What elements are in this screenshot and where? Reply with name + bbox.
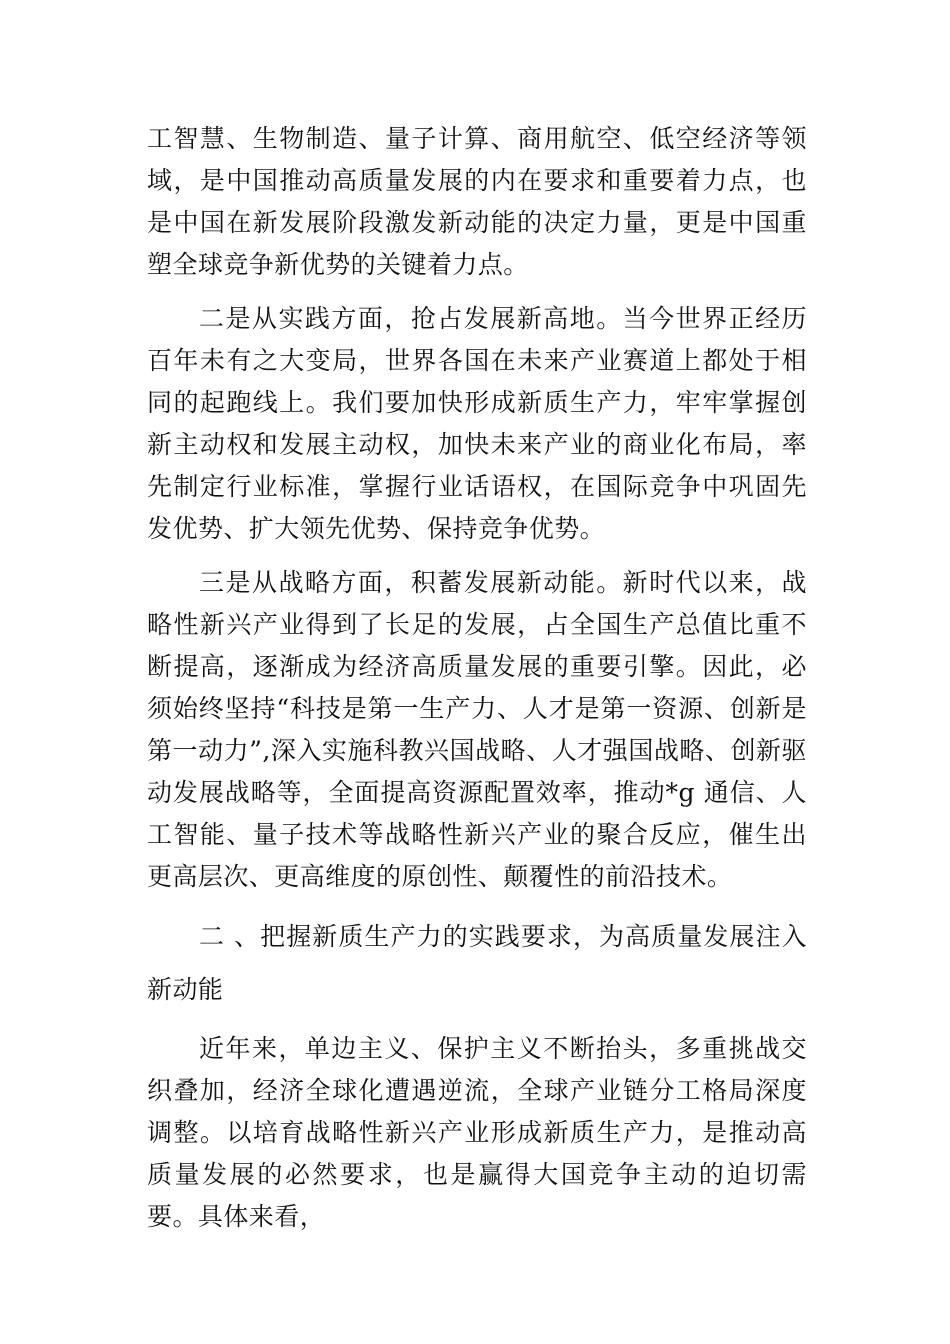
paragraph-recent-years: 近年来，单边主义、保护主义不断抬头，多重挑战交织叠加，经济全球化遭遇逆流，全球产业链分工格局深度调整。以培育战略性新兴产业形成新质生产力，是推动高质量发展的必然要求，也是赢得大国竞争主动的迫切需要。具体来看， [147,1034,807,1231]
section-heading: 二 、把握新质生产力的实践要求，为高质量发展注入新动能 [147,922,807,1004]
document-body [147,118,807,1250]
paragraph-strategy: 三是从战略方面，积蓄发展新动能。新时代以来，战略性新兴产业得到了长足的发展，占全国生产总值比重不断提高，逐渐成为经济高质量发展的重要引擎。因此，必须始终坚持“科技是第一生产力、人才是第一资源、创新是第一动力”,深入实施科教兴国战略、人才强国战略、创新驱动发展战略等，全面提高资源配置效率，推动*g 通信、人工智能、量子技术等战略性新兴产业的聚合反应，催生出更高层次、更高维度的原创性、颠覆性的前沿技术。 [147,568,807,891]
paragraph-practice: 二是从实践方面，抢占发展新高地。当今世界正经历百年未有之大变局，世界各国在未来产业赛道上都处于相同的起跑线上。我们要加快形成新质生产力，牢牢掌握创新主动权和发展主动权，加快未来产业的商业化布局，率先制定行业标准，掌握行业话语权，在国际竞争中巩固先发优势、扩大领先优势、保持竞争优势。 [147,304,807,543]
paragraph-continuation: 工智慧、生物制造、量子计算、商用航空、低空经济等领域，是中国推动高质量发展的内在要求和重要着力点，也是中国在新发展阶段激发新动能的决定力量，更是中国重塑全球竞争新优势的关键着力点。 [147,124,807,279]
